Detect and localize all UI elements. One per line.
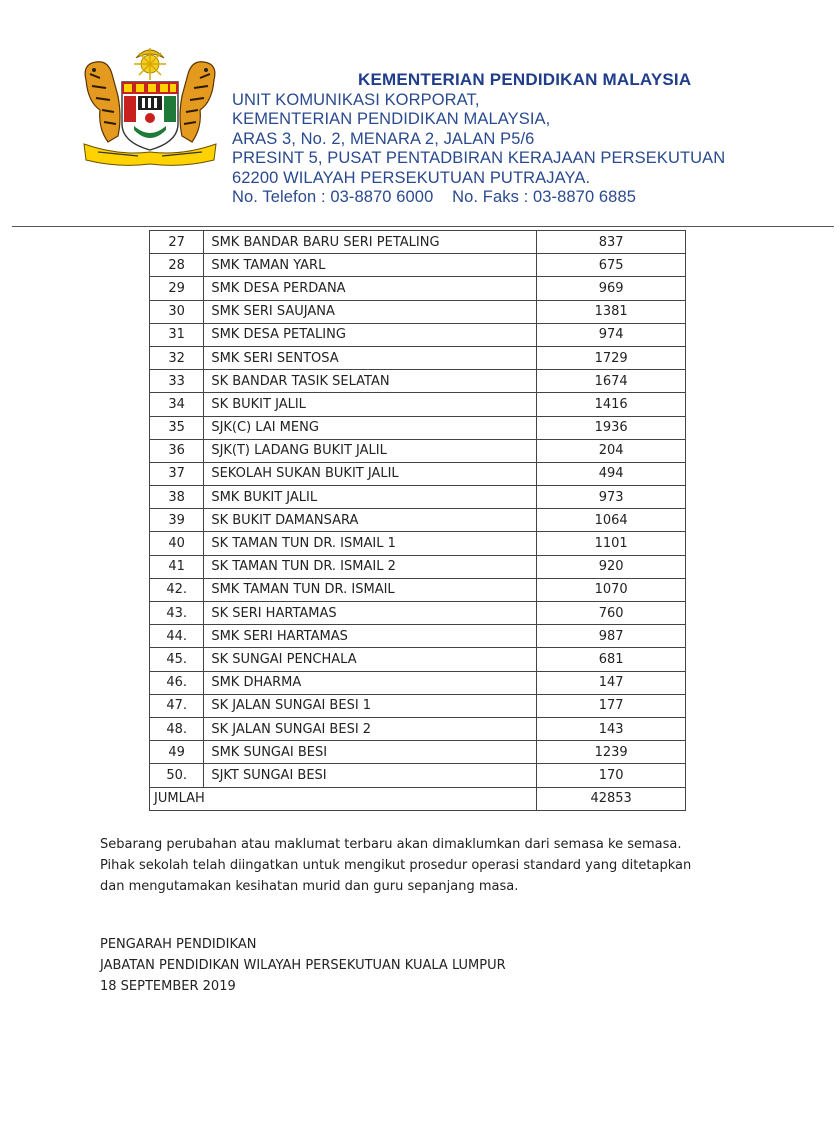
student-count: 1416 xyxy=(537,393,686,416)
school-name: SMK SERI SAUJANA xyxy=(204,300,537,323)
signature-block xyxy=(100,934,506,998)
student-count: 143 xyxy=(537,717,686,740)
school-name: SMK BANDAR BARU SERI PETALING xyxy=(204,231,537,254)
signatory-title: PENGARAH PENDIDIKAN xyxy=(100,937,257,952)
table-row xyxy=(150,625,686,648)
school-name: SJK(C) LAI MENG xyxy=(204,416,537,439)
school-name: SK SUNGAI PENCHALA xyxy=(204,648,537,671)
row-number: 37 xyxy=(150,462,204,485)
school-name: SJK(T) LADANG BUKIT JALIL xyxy=(204,439,537,462)
row-number: 34 xyxy=(150,393,204,416)
table-row xyxy=(150,486,686,509)
student-count: 1239 xyxy=(537,741,686,764)
table-row xyxy=(150,578,686,601)
address-line: ARAS 3, No. 2, MENARA 2, JALAN P5/6 xyxy=(232,129,535,148)
row-number: 33 xyxy=(150,370,204,393)
row-number: 50. xyxy=(150,764,204,787)
student-count: 1729 xyxy=(537,346,686,369)
row-number: 36 xyxy=(150,439,204,462)
student-count: 837 xyxy=(537,231,686,254)
note-line: dan mengutamakan kesihatan murid dan guru sepanjang masa. xyxy=(100,879,519,895)
total-label: JUMLAH xyxy=(150,787,537,810)
row-number: 32 xyxy=(150,346,204,369)
row-number: 29 xyxy=(150,277,204,300)
row-number: 38 xyxy=(150,486,204,509)
student-count: 1674 xyxy=(537,370,686,393)
note-line: Sebarang perubahan atau maklumat terbaru akan dimaklumkan dari semasa ke semasa. xyxy=(100,837,682,852)
school-name: SMK TAMAN YARL xyxy=(204,254,537,277)
row-number: 47. xyxy=(150,694,204,717)
row-number: 40 xyxy=(150,532,204,555)
row-number: 42. xyxy=(150,578,204,601)
school-name: SK SERI HARTAMAS xyxy=(204,602,537,625)
table-row xyxy=(150,764,686,787)
school-name: SK JALAN SUNGAI BESI 1 xyxy=(204,694,537,717)
row-number: 28 xyxy=(150,254,204,277)
table-row xyxy=(150,694,686,717)
row-number: 45. xyxy=(150,648,204,671)
school-name: SK BANDAR TASIK SELATAN xyxy=(204,370,537,393)
row-number: 44. xyxy=(150,625,204,648)
student-count: 494 xyxy=(537,462,686,485)
student-count: 177 xyxy=(537,694,686,717)
address-line: PRESINT 5, PUSAT PENTADBIRAN KERAJAAN PERSEKUTUAN xyxy=(232,149,726,168)
school-name: SMK DESA PERDANA xyxy=(204,277,537,300)
school-name: SK TAMAN TUN DR. ISMAIL 2 xyxy=(204,555,537,578)
student-count: 760 xyxy=(537,602,686,625)
school-name: SK JALAN SUNGAI BESI 2 xyxy=(204,717,537,740)
row-number: 48. xyxy=(150,717,204,740)
student-count: 147 xyxy=(537,671,686,694)
table-row xyxy=(150,462,686,485)
school-table xyxy=(149,230,686,811)
student-count: 204 xyxy=(537,439,686,462)
student-count: 170 xyxy=(537,764,686,787)
table-row xyxy=(150,648,686,671)
table-row xyxy=(150,346,686,369)
student-count: 1070 xyxy=(537,578,686,601)
table-row xyxy=(150,602,686,625)
total-row xyxy=(150,787,686,810)
contact-line: No. Telefon : 03-8870 6000 No. Faks : 03-8870 6885 xyxy=(232,188,637,207)
student-count: 920 xyxy=(537,555,686,578)
address-line: UNIT KOMUNIKASI KORPORAT, xyxy=(232,91,480,109)
table-row xyxy=(150,741,686,764)
address-line: KEMENTERIAN PENDIDIKAN MALAYSIA, xyxy=(232,110,551,129)
school-name: SMK TAMAN TUN DR. ISMAIL xyxy=(204,578,537,601)
school-name: SMK SUNGAI BESI xyxy=(204,741,537,764)
address-line: 62200 WILAYAH PERSEKUTUAN PUTRAJAYA. xyxy=(232,168,591,187)
table-row xyxy=(150,254,686,277)
table-row xyxy=(150,439,686,462)
school-name: SMK SERI HARTAMAS xyxy=(204,625,537,648)
row-number: 31 xyxy=(150,323,204,346)
student-count: 681 xyxy=(537,648,686,671)
table-row xyxy=(150,555,686,578)
signatory-department: JABATAN PENDIDIKAN WILAYAH PERSEKUTUAN KUALA LUMPUR xyxy=(100,958,506,974)
school-name: SK BUKIT JALIL xyxy=(204,393,537,416)
table-row xyxy=(150,532,686,555)
school-name: SMK DHARMA xyxy=(204,671,537,694)
letterhead-address xyxy=(232,91,725,207)
student-count: 1101 xyxy=(537,532,686,555)
table-row xyxy=(150,717,686,740)
school-name: SMK SERI SENTOSA xyxy=(204,346,537,369)
school-name: SJKT SUNGAI BESI xyxy=(204,764,537,787)
table-row xyxy=(150,671,686,694)
student-count: 973 xyxy=(537,486,686,509)
student-count: 1936 xyxy=(537,416,686,439)
malaysia-coat-of-arms-icon xyxy=(78,44,222,168)
letterhead-divider xyxy=(12,226,834,227)
school-name: SK BUKIT DAMANSARA xyxy=(204,509,537,532)
student-count: 969 xyxy=(537,277,686,300)
table-row xyxy=(150,323,686,346)
table-row xyxy=(150,370,686,393)
note-line: Pihak sekolah telah diingatkan untuk mengikut prosedur operasi standard yang ditetapkan xyxy=(100,858,692,874)
notes-paragraph xyxy=(100,834,800,898)
school-name: SMK DESA PETALING xyxy=(204,323,537,346)
row-number: 39 xyxy=(150,509,204,532)
table-row xyxy=(150,509,686,532)
table-row xyxy=(150,416,686,439)
table-row xyxy=(150,300,686,323)
table-row xyxy=(150,393,686,416)
school-name: SMK BUKIT JALIL xyxy=(204,486,537,509)
row-number: 30 xyxy=(150,300,204,323)
school-name: SK TAMAN TUN DR. ISMAIL 1 xyxy=(204,532,537,555)
total-value: 42853 xyxy=(537,787,686,810)
ministry-title: KEMENTERIAN PENDIDIKAN MALAYSIA xyxy=(358,70,692,89)
document-date: 18 SEPTEMBER 2019 xyxy=(100,979,236,995)
row-number: 49 xyxy=(150,741,204,764)
row-number: 46. xyxy=(150,671,204,694)
row-number: 41 xyxy=(150,555,204,578)
row-number: 35 xyxy=(150,416,204,439)
school-name: SEKOLAH SUKAN BUKIT JALIL xyxy=(204,462,537,485)
student-count: 974 xyxy=(537,323,686,346)
student-count: 1064 xyxy=(537,509,686,532)
student-count: 1381 xyxy=(537,300,686,323)
row-number: 27 xyxy=(150,231,204,254)
row-number: 43. xyxy=(150,602,204,625)
table-row xyxy=(150,231,686,254)
table-row xyxy=(150,277,686,300)
student-count: 987 xyxy=(537,625,686,648)
student-count: 675 xyxy=(537,254,686,277)
